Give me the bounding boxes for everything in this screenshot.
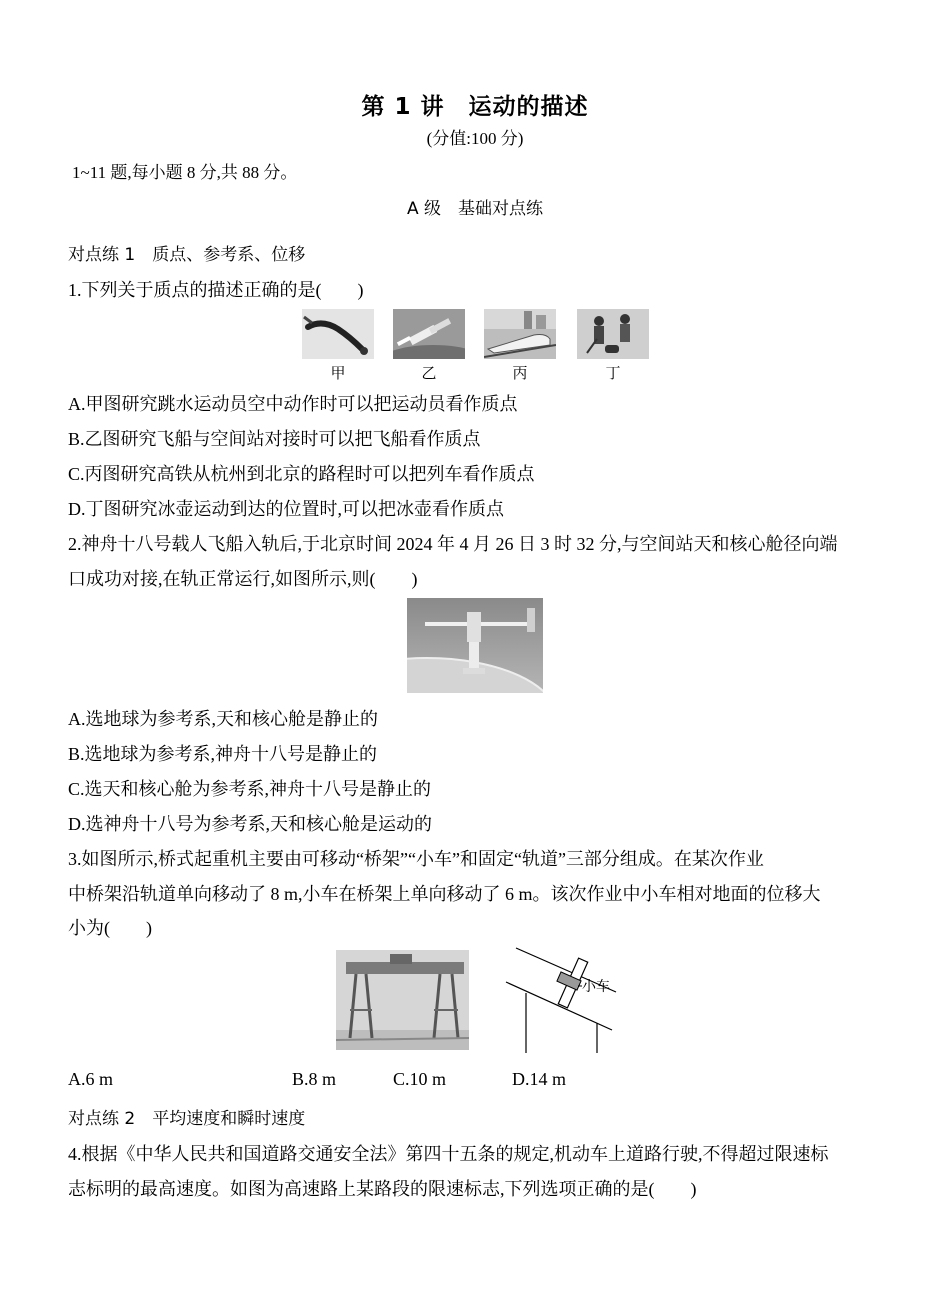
diving-photo	[302, 309, 374, 359]
q1-option-a: A.甲图研究跳水运动员空中动作时可以把运动员看作质点	[68, 394, 518, 414]
q2-option-a: A.选地球为参考系,天和核心舱是静止的	[68, 709, 378, 729]
spacecraft-docking-photo	[393, 309, 465, 359]
space-station-photo	[407, 598, 543, 693]
q2-option-b: B.选地球为参考系,神舟十八号是静止的	[68, 744, 378, 764]
caption-bing: 丙	[512, 366, 528, 382]
q3-option-b: B.8 m	[292, 1069, 337, 1089]
q1-option-b: B.乙图研究飞船与空间站对接时可以把飞船看作质点	[68, 429, 481, 449]
q1-option-c: C.丙图研究高铁从杭州到北京的路程时可以把列车看作质点	[68, 464, 535, 484]
q1-option-d: D.丁图研究冰壶运动到达的位置时,可以把冰壶看作质点	[68, 499, 504, 519]
q3-option-c: C.10 m	[393, 1069, 447, 1089]
crane-diagram	[502, 946, 620, 1056]
q1-stem: 1.下列关于质点的描述正确的是( )	[68, 280, 364, 300]
curling-photo	[577, 309, 649, 359]
bridge-crane-photo	[336, 950, 469, 1050]
high-speed-train-photo	[484, 309, 556, 359]
q2-option-c: C.选天和核心舱为参考系,神舟十八号是静止的	[68, 779, 432, 799]
q3-stem-line2: 中桥架沿轨道单向移动了 8 m,小车在桥架上单向移动了 6 m。该次作业中小车相对地面的位移大	[68, 884, 821, 904]
intro-text: 1~11 题,每小题 8 分,共 88 分。	[72, 163, 298, 182]
q3-stem-line1: 3.如图所示,桥式起重机主要由可移动“桥架”“小车”和固定“轨道”三部分组成。在某次作业	[68, 849, 764, 869]
page-subtitle: (分值:100 分)	[426, 129, 524, 148]
q4-stem-line1: 4.根据《中华人民共和国道路交通安全法》第四十五条的规定,机动车上道路行驶,不得超过限速标	[68, 1144, 829, 1164]
caption-yi: 乙	[421, 366, 437, 382]
q2-stem-line1: 2.神舟十八号载人飞船入轨后,于北京时间 2024 年 4 月 26 日 3 时 32 分,与空间站天和核心舱径向端	[68, 534, 838, 554]
caption-ding: 丁	[605, 366, 621, 382]
section-heading-1: 对点练 1 质点、参考系、位移	[68, 245, 306, 265]
trolley-label: 小车	[582, 979, 610, 995]
q3-stem-line3: 小为( )	[68, 918, 152, 938]
q3-option-d: D.14 m	[512, 1069, 566, 1089]
q2-option-d: D.选神舟十八号为参考系,天和核心舱是运动的	[68, 814, 432, 834]
section-heading-2: 对点练 2 平均速度和瞬时速度	[68, 1109, 306, 1129]
q4-stem-line2: 志标明的最高速度。如图为高速路上某路段的限速标志,下列选项正确的是( )	[68, 1179, 697, 1199]
q2-stem-line2: 口成功对接,在轨正常运行,如图所示,则( )	[68, 569, 418, 589]
q3-option-a: A.6 m	[68, 1069, 113, 1089]
caption-jia: 甲	[330, 366, 346, 382]
level-heading: A 级 基础对点练	[406, 199, 544, 219]
page-title: 第 1 讲 运动的描述	[361, 94, 589, 120]
